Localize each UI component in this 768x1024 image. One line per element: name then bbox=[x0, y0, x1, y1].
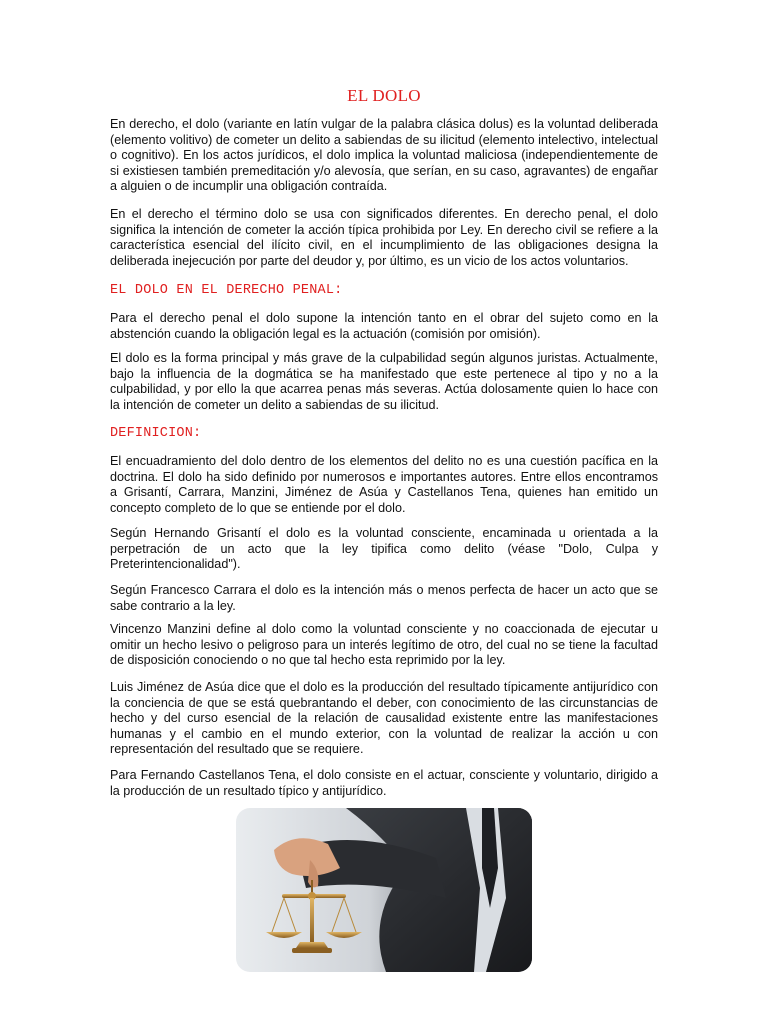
paragraph: Según Hernando Grisantí el dolo es la voluntad consciente, encaminada u orientada a la perpetración de un acto que la ley tipifica como delito (véase "Dolo, Culpa y Preterintencionalidad"). bbox=[110, 526, 658, 572]
paragraph: Para el derecho penal el dolo supone la intención tanto en el obrar del sujeto como en la abstención cuando la obligación legal es la actuación (comisión por omisión). bbox=[110, 311, 658, 341]
justice-scales-photo bbox=[236, 808, 532, 972]
paragraph: Según Francesco Carrara el dolo es la intención más o menos perfecta de hacer un acto que se sabe contrario a la ley. bbox=[110, 583, 658, 613]
def-para-1 bbox=[110, 454, 658, 516]
paragraph: En el derecho el término dolo se usa con significados diferentes. En derecho penal, el dolo significa la intención de cometer la acción típica prohibida por Ley. En derecho civil se refiere a la característica esencial del ilícito civil, en el incumplimiento de las obligaciones designa la deliberada inejecución por parte del deudor y, por último, es un vicio de los actos voluntarios. bbox=[110, 207, 658, 268]
paragraph: El dolo es la forma principal y más grave de la culpabilidad según algunos juristas. Actualmente, bajo la influencia de la dogmática se ha manifestado que este pertenece al tipo y no a la culpabilidad, y por ello la que acarrea penas más severas. Actúa dolosamente quien lo hace con la intención de cometer un delito a sabiendas de su ilicitud. bbox=[110, 351, 658, 412]
paragraph: En derecho, el dolo (variante en latín vulgar de la palabra clásica dolus) es la voluntad deliberada (elemento volitivo) de cometer un delito a sabiendas de su ilicitud (elemento intelectivo, intelectual o cognitivo). En los actos jurídicos, el dolo implica la voluntad maliciosa (independientemente de si existiesen también premeditación y/o alevosía, que serían, en su caso, agravantes) de engañar a alguien o de incumplir una obligación contraída. bbox=[110, 117, 658, 194]
def-para-6 bbox=[110, 768, 658, 799]
intro-section bbox=[110, 117, 658, 195]
scales-of-justice-icon bbox=[236, 808, 532, 972]
penal-section bbox=[110, 311, 658, 342]
intro-section-2 bbox=[110, 207, 658, 269]
section-heading-penal: EL DOLO EN EL DERECHO PENAL: bbox=[110, 283, 343, 298]
penal-section-2 bbox=[110, 351, 658, 413]
paragraph: Para Fernando Castellanos Tena, el dolo consiste en el actuar, consciente y voluntario, dirigido a la producción de un resultado típico y antijurídico. bbox=[110, 768, 658, 798]
def-para-4 bbox=[110, 622, 658, 669]
paragraph: Luis Jiménez de Asúa dice que el dolo es la producción del resultado típicamente antijurídico con la conciencia de que se está quebrantando el deber, con conocimiento de las circunstancias de hecho y del curso esencial de la relación de causalidad existente entre las manifestaciones humanas y el cambio en el mundo exterior, con la voluntad de realizar la acción u con representación del resultado que se requiere. bbox=[110, 680, 658, 757]
def-para-2 bbox=[110, 526, 658, 573]
document-title: EL DOLO bbox=[347, 86, 421, 105]
section-heading-definicion: DEFINICION: bbox=[110, 426, 202, 441]
def-para-5 bbox=[110, 680, 658, 758]
paragraph: Vincenzo Manzini define al dolo como la voluntad consciente y no coaccionada de ejecutar u omitir un hecho lesivo o peligroso para un interés legítimo de otro, del cual no se tiene la facultad de disposición conociendo o no que tal hecho esta reprimido por la ley. bbox=[110, 622, 658, 668]
paragraph: El encuadramiento del dolo dentro de los elementos del delito no es una cuestión pacífica en la doctrina. El dolo ha sido definido por numerosos e importantes autores. Entre ellos encontramos a Grisantí, Carrara, Manzini, Jiménez de Asúa y Castellanos Tena, quienes han emitido un concepto completo de lo que se entiende por el dolo. bbox=[110, 454, 658, 515]
def-para-3 bbox=[110, 583, 658, 614]
